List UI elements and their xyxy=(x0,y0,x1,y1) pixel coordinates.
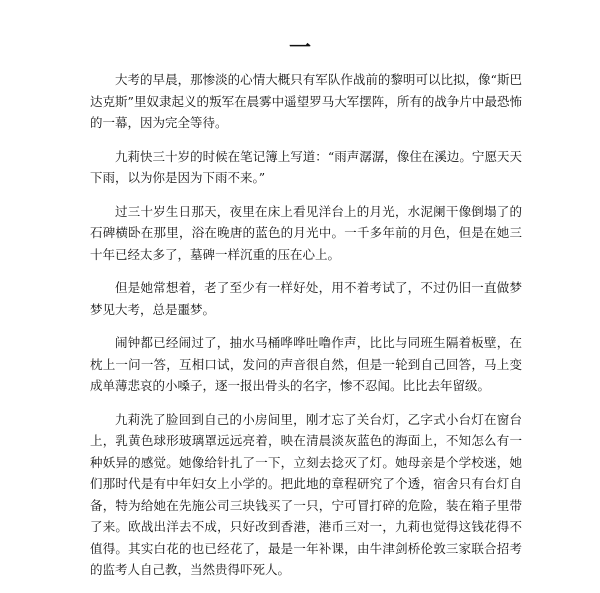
paragraph: 闹钟都已经闹过了，抽水马桶哗哗吐噜作声，比比与同班生隔着板壁，在枕上一问一答，互相口试，发问的声音很自然，但是一轮到自己回答，马上变成单薄悲哀的小嗓子，逐一报出骨头的名字，惨不忍闻。比比去年留级。 xyxy=(90,335,522,393)
paragraph: 九莉快三十岁的时候在笔记簿上写道：“雨声潺潺，像住在溪边。宁愿天天下雨，以为你是因为下雨不来。” xyxy=(90,148,522,185)
chapter-title: 一 xyxy=(288,35,311,61)
paragraph: 九莉洗了脸回到自己的小房间里，刚才忘了关台灯，乙字式小台灯在窗台上，乳黄色球形玻璃罩远远亮着，映在清晨淡灰蓝色的海面上，不知怎么有一种妖异的感觉。她像给针扎了一下，立刻去捻灭了灯。她母亲是个学校迷，她们那时代是有中年妇女上小学的。把此地的章程研究了个透，宿舍只有台灯自备，特为给她在先施公司三块钱买了一只，宁可冒打碎的危险，装在箱子里带了来。欧战出洋去不成，只好改到香港，港币三对一，九莉也觉得这钱花得不值得。其实白花的也已经花了，最是一年补课，由牛津剑桥伦敦三家联合招考的监考人自己教，当然贵得吓死人。 xyxy=(90,411,522,577)
paragraph: 但是她常想着，老了至少有一样好处，用不着考试了，不过仍旧一直做梦梦见大考，总是噩梦。 xyxy=(90,280,522,317)
paragraph: 大考的早晨，那惨淡的心情大概只有军队作战前的黎明可以比拟，像“斯巴达克斯”里奴隶起义的叛军在晨雾中遥望罗马大军摆阵，所有的战争片中最恐怖的一幕，因为完全等待。 xyxy=(90,72,522,130)
body-text xyxy=(90,69,522,593)
paragraph: 过三十岁生日那天，夜里在床上看见洋台上的月光，水泥阑干像倒塌了的石碑横卧在那里，浴在晚唐的蓝色的月光中。一千多年前的月色，但是在她三十年已经太多了，墓碑一样沉重的压在心上。 xyxy=(90,203,522,262)
